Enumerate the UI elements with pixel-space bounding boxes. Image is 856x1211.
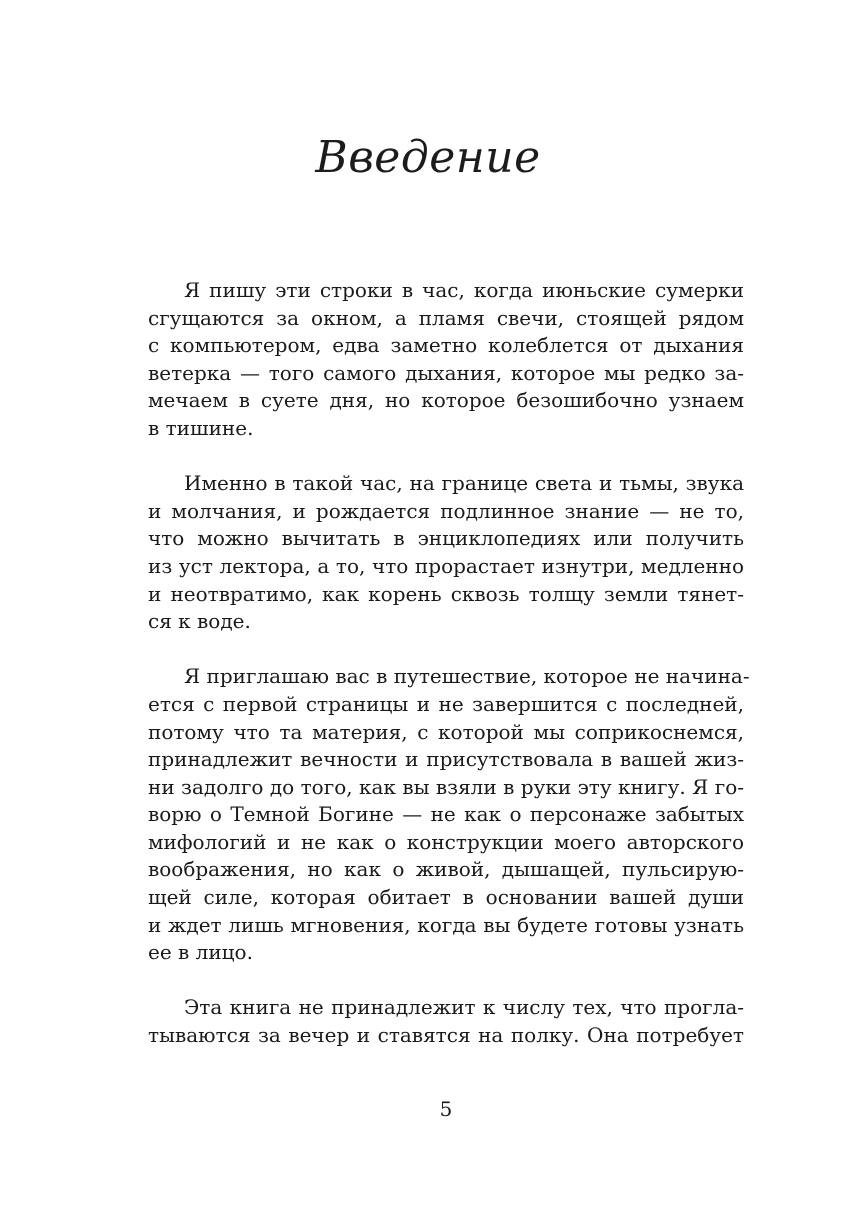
text-line: ся к воде.	[148, 609, 251, 634]
text-line: Я приглашаю вас в путешествие, которое не начина-	[184, 664, 750, 689]
text-line: ворю о Темной Богине — не как о персонаже забытых	[148, 802, 744, 827]
text-line: Я пишу эти строки в час, когда июньские сумерки	[184, 278, 744, 302]
text-line: с компьютером, едва заметно колеблется от дыхания	[148, 333, 744, 358]
text-line: сгущаются за окном, а пламя свечи, стоящей рядом	[148, 305, 744, 330]
text-line: ветерка — того самого дыхания, которое мы редко за-	[148, 360, 744, 385]
text-line: Именно в такой час, на границе света и тьмы, звука	[184, 471, 744, 496]
text-line: из уст лектора, а то, что прорастает изнутри, медленно	[148, 553, 744, 578]
text-line: щей силе, которая обитает в основании вашей души	[148, 885, 744, 910]
paragraph	[148, 994, 744, 1049]
text-line: тываются за вечер и ставятся на полку. Она потребует	[148, 1023, 744, 1048]
text-line: что можно вычитать в энциклопедиях или получить	[148, 526, 744, 551]
page-number: 5	[439, 1097, 453, 1121]
chapter-title: Введение	[315, 132, 541, 183]
body-text	[148, 277, 750, 1077]
paragraph	[148, 663, 750, 967]
text-line: потому что та материя, с которой мы соприкоснемся,	[148, 719, 744, 744]
paragraph	[148, 470, 744, 636]
text-line: и неотвратимо, как корень сквозь толщу земли тянет-	[148, 581, 744, 606]
paragraph	[148, 277, 744, 443]
text-line: и ждет лишь мгновения, когда вы будете готовы узнать	[148, 912, 744, 937]
text-line: в тишине.	[148, 415, 254, 440]
text-line: принадлежит вечности и присутствовала в вашей жиз-	[148, 747, 744, 772]
text-line: и молчания, и рождается подлинное знание — не то,	[148, 498, 744, 523]
text-line: мечаем в суете дня, но которое безошибочно узнаем	[148, 388, 744, 413]
text-line: Эта книга не принадлежит к числу тех, что прогла-	[184, 995, 744, 1020]
text-line: мифологий и не как о конструкции моего авторского	[148, 829, 744, 854]
text-line: ни задолго до того, как вы взяли в руки эту книгу. Я го-	[148, 774, 744, 799]
text-line: воображения, но как о живой, дышащей, пульсирую-	[148, 857, 744, 882]
text-line: ется с первой страницы и не завершится с последней,	[148, 691, 744, 716]
text-line: ее в лицо.	[148, 940, 253, 965]
